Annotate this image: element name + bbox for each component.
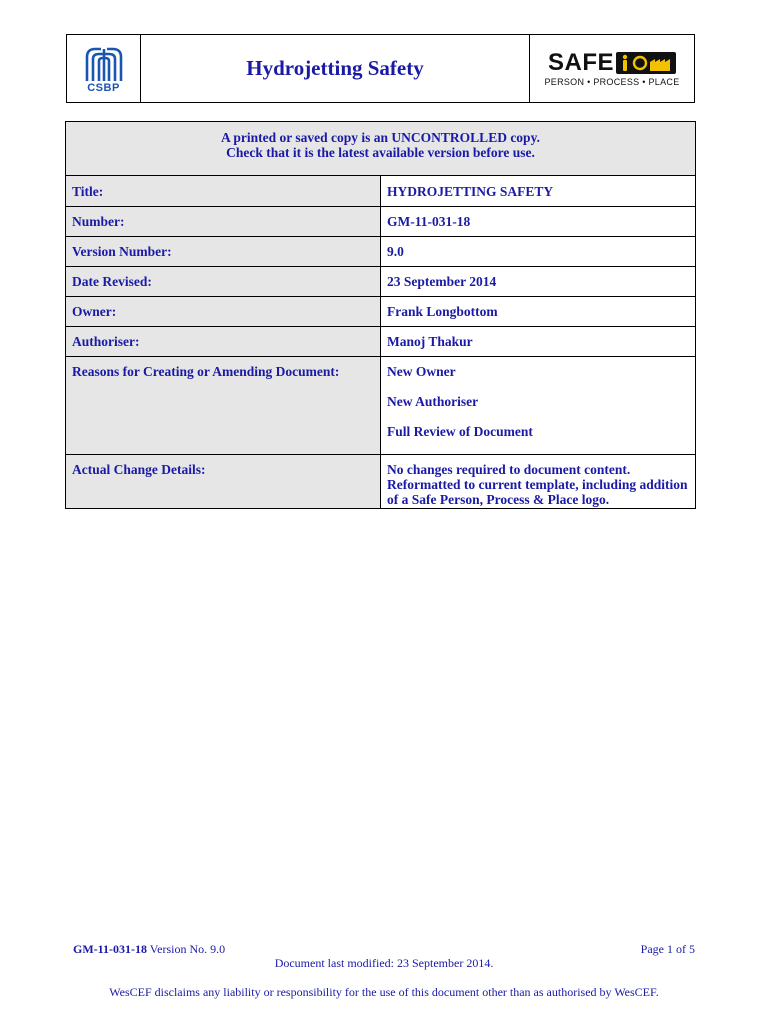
field-label: Date Revised: <box>66 267 381 297</box>
change-label: Actual Change Details: <box>66 455 381 509</box>
footer-version: Version No. 9.0 <box>149 942 226 956</box>
csbp-logo-icon <box>81 43 127 81</box>
safe-logo-icons <box>616 52 676 74</box>
field-label: Title: <box>66 176 381 207</box>
field-value: 9.0 <box>381 237 696 267</box>
footer-last-modified: Document last modified: 23 September 2014. <box>274 956 494 970</box>
notice-line-2: Check that it is the latest available version before use. <box>226 145 535 160</box>
field-label: Version Number: <box>66 237 381 267</box>
field-row-date-revised <box>66 267 696 297</box>
reason-item: New Owner <box>387 364 456 379</box>
field-label: Number: <box>66 207 381 237</box>
csbp-logo <box>67 35 141 102</box>
document-control-table <box>65 121 696 509</box>
field-row-reasons <box>66 357 696 455</box>
document-header <box>66 34 695 103</box>
notice-line-1: A printed or saved copy is an UNCONTROLLED copy. <box>221 130 540 145</box>
field-row-authoriser <box>66 327 696 357</box>
footer-page-number: Page 1 of 5 <box>640 942 695 956</box>
safe-logo-word: SAFE <box>547 48 614 76</box>
reasons-label: Reasons for Creating or Amending Document: <box>66 357 381 455</box>
person-process-place-icon <box>618 54 674 72</box>
field-row-number <box>66 207 696 237</box>
reasons-list <box>381 357 696 455</box>
field-row-title <box>66 176 696 207</box>
field-row-change-details <box>66 455 696 509</box>
field-value: Manoj Thakur <box>381 327 696 357</box>
field-value: HYDROJETTING SAFETY <box>381 176 696 207</box>
field-value: GM-11-031-18 <box>381 207 696 237</box>
csbp-logo-text: CSBP <box>87 82 120 94</box>
footer-doc-number: GM-11-031-18 <box>73 942 147 956</box>
safe-logo-tagline: PERSON • PROCESS • PLACE <box>544 76 680 87</box>
field-value: 23 September 2014 <box>381 267 696 297</box>
field-label: Authoriser: <box>66 327 381 357</box>
document-title: Hydrojetting Safety <box>246 56 424 80</box>
reason-item: Full Review of Document <box>387 424 533 439</box>
field-row-owner <box>66 297 696 327</box>
footer-disclaimer: WesCEF disclaims any liability or responsibility for the use of this document other than as authorised by WesCEF. <box>109 985 659 999</box>
change-value: No changes required to document content. Reformatted to current template, including addition of a Safe Person, Process & Place logo. <box>381 455 696 509</box>
field-value: Frank Longbottom <box>381 297 696 327</box>
footer-doc-info <box>73 942 225 957</box>
field-label: Owner: <box>66 297 381 327</box>
safe-logo <box>529 35 694 102</box>
field-row-version <box>66 237 696 267</box>
uncontrolled-copy-notice <box>66 122 696 176</box>
reason-item: New Authoriser <box>387 394 479 409</box>
